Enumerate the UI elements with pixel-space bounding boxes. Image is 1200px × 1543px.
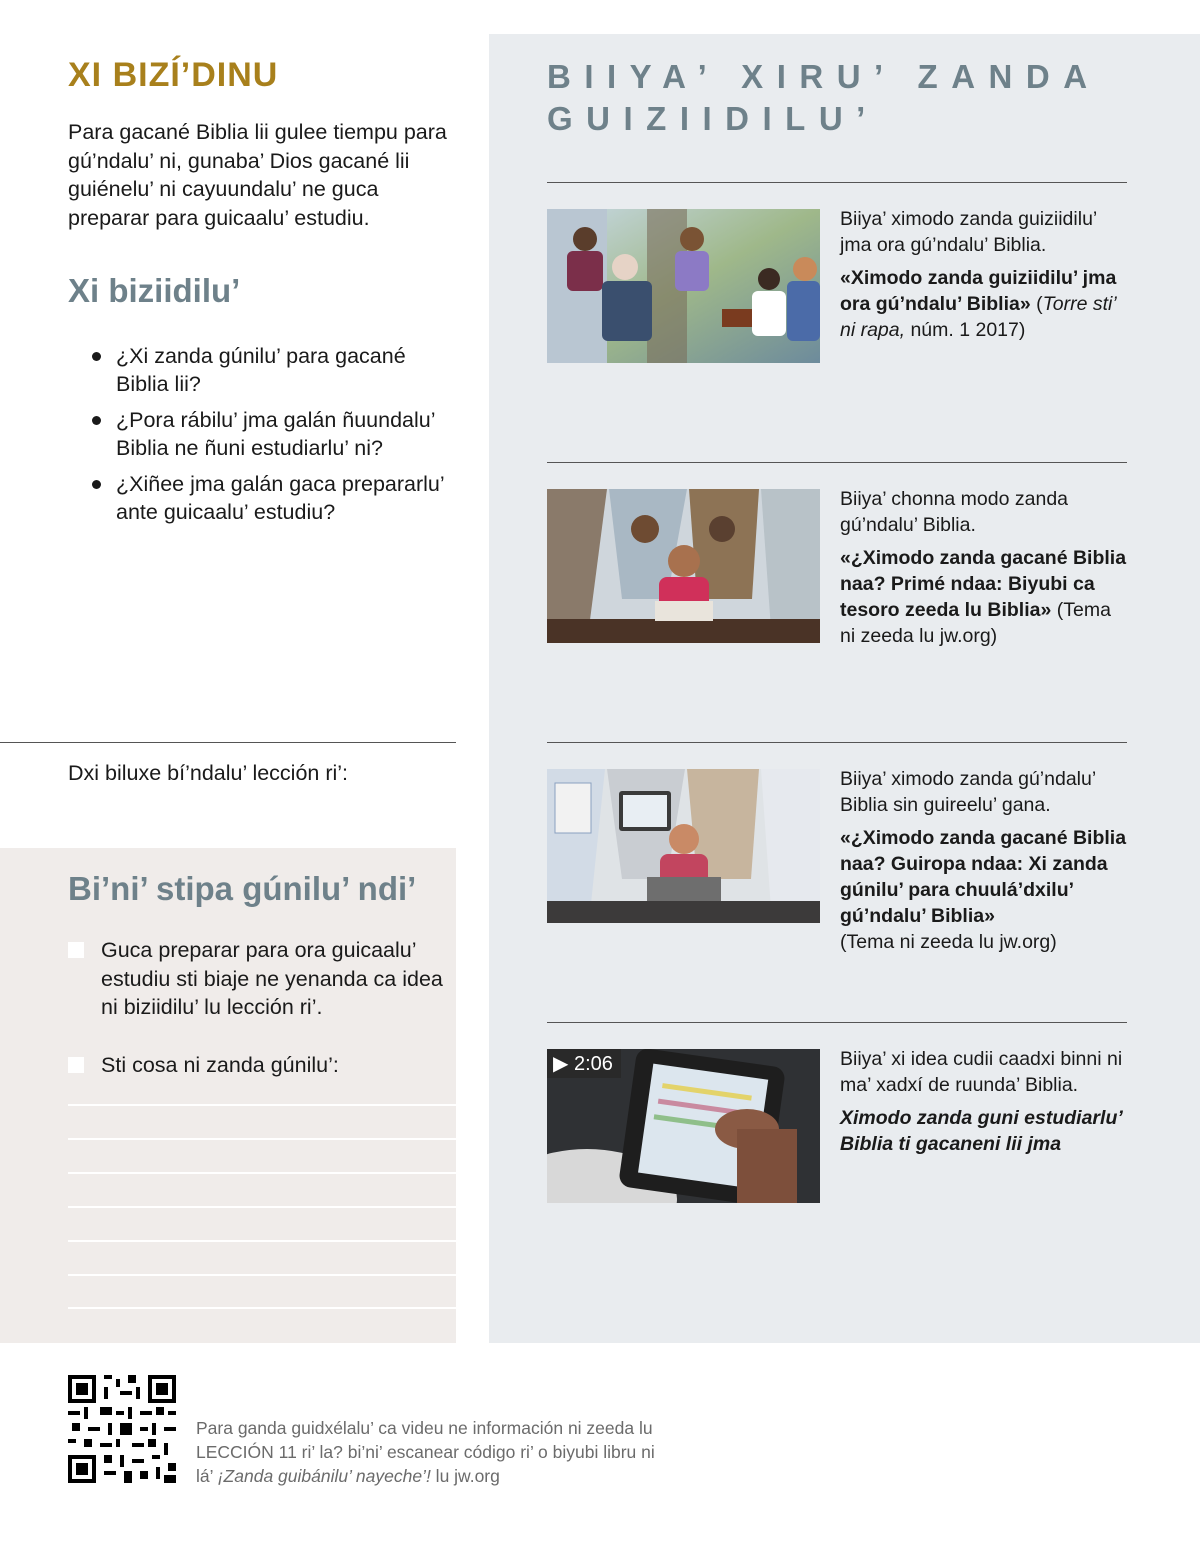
play-icon: ▶ [553, 1053, 569, 1075]
article-description: Biiya’ chonna modo zanda gú’ndalu’ Biblia. [840, 488, 1069, 536]
divider [547, 182, 1127, 183]
article-title[interactable]: «¿Ximodo zanda gacané Biblia naa? Primé ndaa: Biyubi ca tesoro zeeda lu Biblia» [840, 547, 1127, 621]
article-source: (Tema ni zeeda lu jw.org) [840, 599, 1111, 647]
divider [547, 462, 1127, 463]
article-reference[interactable] [840, 545, 1130, 649]
review-question-list [88, 342, 458, 534]
article-title[interactable]: «Ximodo zanda guiziidilu’ jma ora gú’ndalu’ Biblia» [840, 267, 1117, 315]
writing-line[interactable] [68, 1206, 456, 1208]
video-title[interactable]: Ximodo zanda guni estudiarlu’ Biblia ti gacaneni lii jma [840, 1107, 1123, 1155]
homework-checkbox-prepare[interactable] [68, 942, 84, 958]
homework-item-other: Sti cosa ni zanda gúnilu’: [101, 1053, 339, 1077]
video-description: Biiya’ xi idea cudii caadxi binni ni ma’ xadxí de ruunda’ Biblia. [840, 1048, 1123, 1096]
writing-line[interactable] [68, 1307, 456, 1309]
article-description: Biiya’ ximodo zanda guiziidilu’ jma ora gú’ndalu’ Biblia. [840, 208, 1097, 256]
article-title[interactable]: «¿Ximodo zanda gacané Biblia naa? Guiropa ndaa: Xi zanda gúnilu’ para chuulá’dxilu’ gú’ndalu’ Biblia» [840, 827, 1127, 927]
bullet-icon [92, 416, 101, 425]
article-reference[interactable] [840, 265, 1130, 343]
footer-note: Para ganda guidxélalu’ ca videu ne información ni zeeda lu LECCIÓN 11 ri’ la? bi’ni’ escanear código ri’ o biyubi libru ni lá’ ¡Zanda guibánilu’ nayeche’! lu jw.org [196, 1418, 655, 1486]
video-duration-badge[interactable] [547, 1049, 621, 1078]
article-thumbnail-girl-reading-bible[interactable] [547, 769, 820, 923]
writing-line[interactable] [68, 1138, 456, 1140]
review-title: Xi biziidilu’ [68, 272, 241, 309]
article-thumbnail-people-reading[interactable] [547, 209, 820, 363]
explore-title: BIIYA’ XIRU’ ZANDA GUIZIIDILU’ [547, 58, 1100, 137]
review-question: ¿Xi zanda gúnilu’ para gacané Biblia lii? [88, 342, 458, 398]
review-question: ¿Pora rábilu’ jma galán ñuundalu’ Biblia ne ñuni estudiarlu’ ni? [88, 406, 458, 462]
writing-line[interactable] [68, 1274, 456, 1276]
homework-title: Bi’ni’ stipa gúnilu’ ndi’ [68, 870, 417, 907]
homework-checkbox-other[interactable] [68, 1057, 84, 1073]
writing-line[interactable] [68, 1172, 456, 1174]
divider [0, 742, 456, 743]
video-duration: 2:06 [573, 1053, 613, 1075]
review-question: ¿Xiñee jma galán gaca prepararlu’ ante guicaalu’ estudiu? [88, 470, 458, 526]
writing-line[interactable] [68, 1240, 456, 1242]
summary-title: XI BIZÍ’DINU [68, 56, 279, 94]
article-thumbnail-boy-reading-bible[interactable] [547, 489, 820, 643]
divider [547, 742, 1127, 743]
bullet-icon [92, 480, 101, 489]
bullet-icon [92, 352, 101, 361]
homework-item-prepare: Guca preparar para ora guicaalu’ estudiu sti biaje ne yenanda ca idea ni biziidilu’ lu lección ri’. [101, 938, 443, 1019]
article-description: Biiya’ ximodo zanda gú’ndalu’ Biblia sin guireelu’ gana. [840, 768, 1096, 816]
article-source: (Torre sti’ ni rapa, núm. 1 2017) [840, 293, 1116, 341]
summary-text: Para gacané Biblia lii gulee tiempu para gú’ndalu’ ni, gunaba’ Dios gacané lii guiénelu’ ni cayuundalu’ ne guca preparar para guicaalu’ estudiu. [68, 120, 447, 230]
homework-box [0, 848, 456, 1343]
divider [547, 1022, 1127, 1023]
lesson-note-label: Dxi biluxe bí’ndalu’ lección ri’: [68, 761, 349, 785]
article-reference[interactable] [840, 825, 1130, 955]
qr-code-icon[interactable] [68, 1375, 176, 1483]
writing-line[interactable] [68, 1104, 456, 1106]
article-source: (Tema ni zeeda lu jw.org) [840, 931, 1057, 953]
